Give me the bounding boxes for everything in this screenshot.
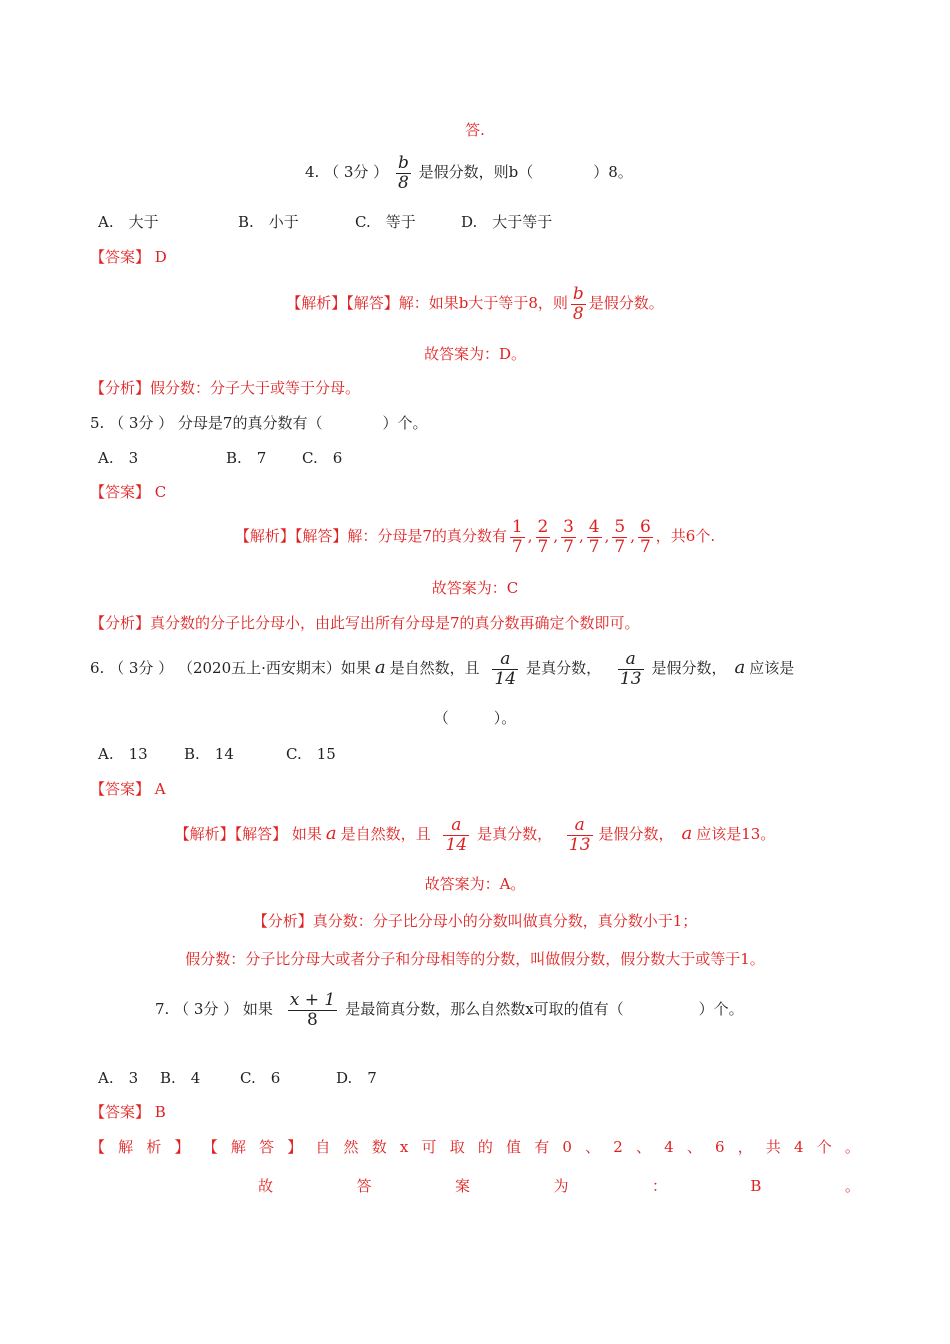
- question-7-conclusion: 故 答 案 为 ： B 。: [258, 1177, 860, 1195]
- question-5-analysis: 【解析】【解答】解：分母是7的真分数有 $\frac{1}{7}$ , $\frac{2}{7}$ , $\frac{3}{7}$ , $\frac{4}{7}$ , $\frac{5}{7}$ , $\frac{6}{7}$ ，共6个.: [234, 516, 716, 557]
- option-c[interactable]: C. 等于: [355, 213, 416, 231]
- question-4-options: [98, 212, 552, 232]
- question-5-answer: 【答案】 C: [90, 483, 167, 501]
- question-6-options: [98, 744, 336, 764]
- option-a[interactable]: A. 3: [98, 449, 139, 467]
- question-7-analysis: 【 解 析 】 【 解 答 】 自 然 数 x 可 取 的 值 有 0 、 2 、 4 、 6 ， 共 4 个 。: [90, 1138, 860, 1156]
- option-a[interactable]: A. 3: [98, 1069, 139, 1087]
- option-b[interactable]: B. 14: [184, 745, 234, 763]
- question-7-answer: 【答案】 B: [90, 1103, 166, 1121]
- question-7-options: [98, 1068, 377, 1088]
- fraction-a-over-13: $\frac{a}{13}$: [568, 814, 591, 855]
- option-d[interactable]: D. 大于等于: [461, 213, 553, 231]
- fraction-b-over-8: $\frac{b}{8}$: [397, 152, 409, 193]
- question-6-stem: 6. （ 3分 ） （2020五上·西安期末）如果 a 是自然数，且 $\frac{a}{14}$ 是真分数， $\frac{a}{13}$ 是假分数， a 应该是: [90, 648, 795, 689]
- option-d[interactable]: D. 7: [336, 1069, 377, 1087]
- option-a[interactable]: A. 大于: [98, 213, 159, 231]
- question-number: 6. （ 3分 ）: [90, 659, 174, 677]
- question-score: （ 3分 ）: [324, 163, 389, 181]
- question-6-conclusion: 故答案为：A。: [424, 875, 526, 893]
- option-b[interactable]: B. 4: [160, 1069, 201, 1087]
- option-b[interactable]: B. 7: [226, 449, 267, 467]
- option-c[interactable]: C. 6: [302, 449, 343, 467]
- fraction-x-plus-1-over-8: $\frac{x + 1}{8}$: [289, 989, 336, 1030]
- option-c[interactable]: C. 15: [286, 745, 336, 763]
- question-4-answer: 【答案】 D: [90, 248, 167, 266]
- fraction-5-7: $\frac{5}{7}$: [614, 516, 626, 557]
- question-5-stem: 5. （ 3分 ） 分母是7的真分数有（ ）个。: [90, 414, 428, 432]
- previous-answer-tail: 答.: [465, 121, 485, 139]
- question-6-analysis: 【解析】【解答】 如果 a 是自然数，且 $\frac{a}{14}$ 是真分数， $\frac{a}{13}$ 是假分数， a 应该是13。: [174, 814, 776, 855]
- option-b[interactable]: B. 小于: [238, 213, 299, 231]
- fraction-b-over-8: $\frac{b}{8}$: [572, 283, 584, 324]
- fraction-1-7: $\frac{1}{7}$: [511, 516, 523, 557]
- question-4-reason: 【分析】假分数：分子大于或等于分母。: [90, 379, 361, 397]
- fraction-3-7: $\frac{3}{7}$: [563, 516, 574, 557]
- question-6-blank: （ ）。: [433, 709, 517, 727]
- fraction-a-over-13: $\frac{a}{13}$: [619, 648, 642, 689]
- option-c[interactable]: C. 6: [240, 1069, 281, 1087]
- fraction-2-7: $\frac{2}{7}$: [537, 516, 549, 557]
- question-6-reason-2: 假分数：分子比分母大或者分子和分母相等的分数，叫做假分数，假分数大于或等于1。: [185, 950, 765, 968]
- question-text: 是假分数，则b（ ）8。: [418, 163, 633, 181]
- question-6-reason-1: 【分析】真分数：分子比分母小的分数叫做真分数，真分数小于1；: [252, 912, 698, 930]
- fraction-a-over-14: $\frac{a}{14}$: [445, 814, 468, 855]
- question-5-conclusion: 故答案为：C: [431, 579, 519, 597]
- option-a[interactable]: A. 13: [98, 745, 148, 763]
- question-5-options: [98, 448, 342, 468]
- fraction-4-7: $\frac{4}{7}$: [588, 516, 600, 557]
- question-4-conclusion: 故答案为：D。: [423, 345, 527, 363]
- question-number: 4.: [305, 163, 320, 181]
- question-7-stem: 7. （ 3分 ） 如果 $\frac{x + 1}{8}$ 是最简真分数，那么自然数x可取的值有（ ）个。: [155, 989, 744, 1030]
- question-6-answer: 【答案】 A: [90, 780, 166, 798]
- fraction-6-7: $\frac{6}{7}$: [639, 516, 651, 557]
- question-5-reason: 【分析】真分数的分子比分母小，由此写出所有分母是7的真分数再确定个数即可。: [90, 614, 640, 632]
- fraction-a-over-14: $\frac{a}{14}$: [494, 648, 517, 689]
- question-4-analysis: 【解析】【解答】解：如果b大于等于8，则 $\frac{b}{8}$ 是假分数。: [286, 283, 664, 324]
- question-4-stem: [305, 152, 633, 192]
